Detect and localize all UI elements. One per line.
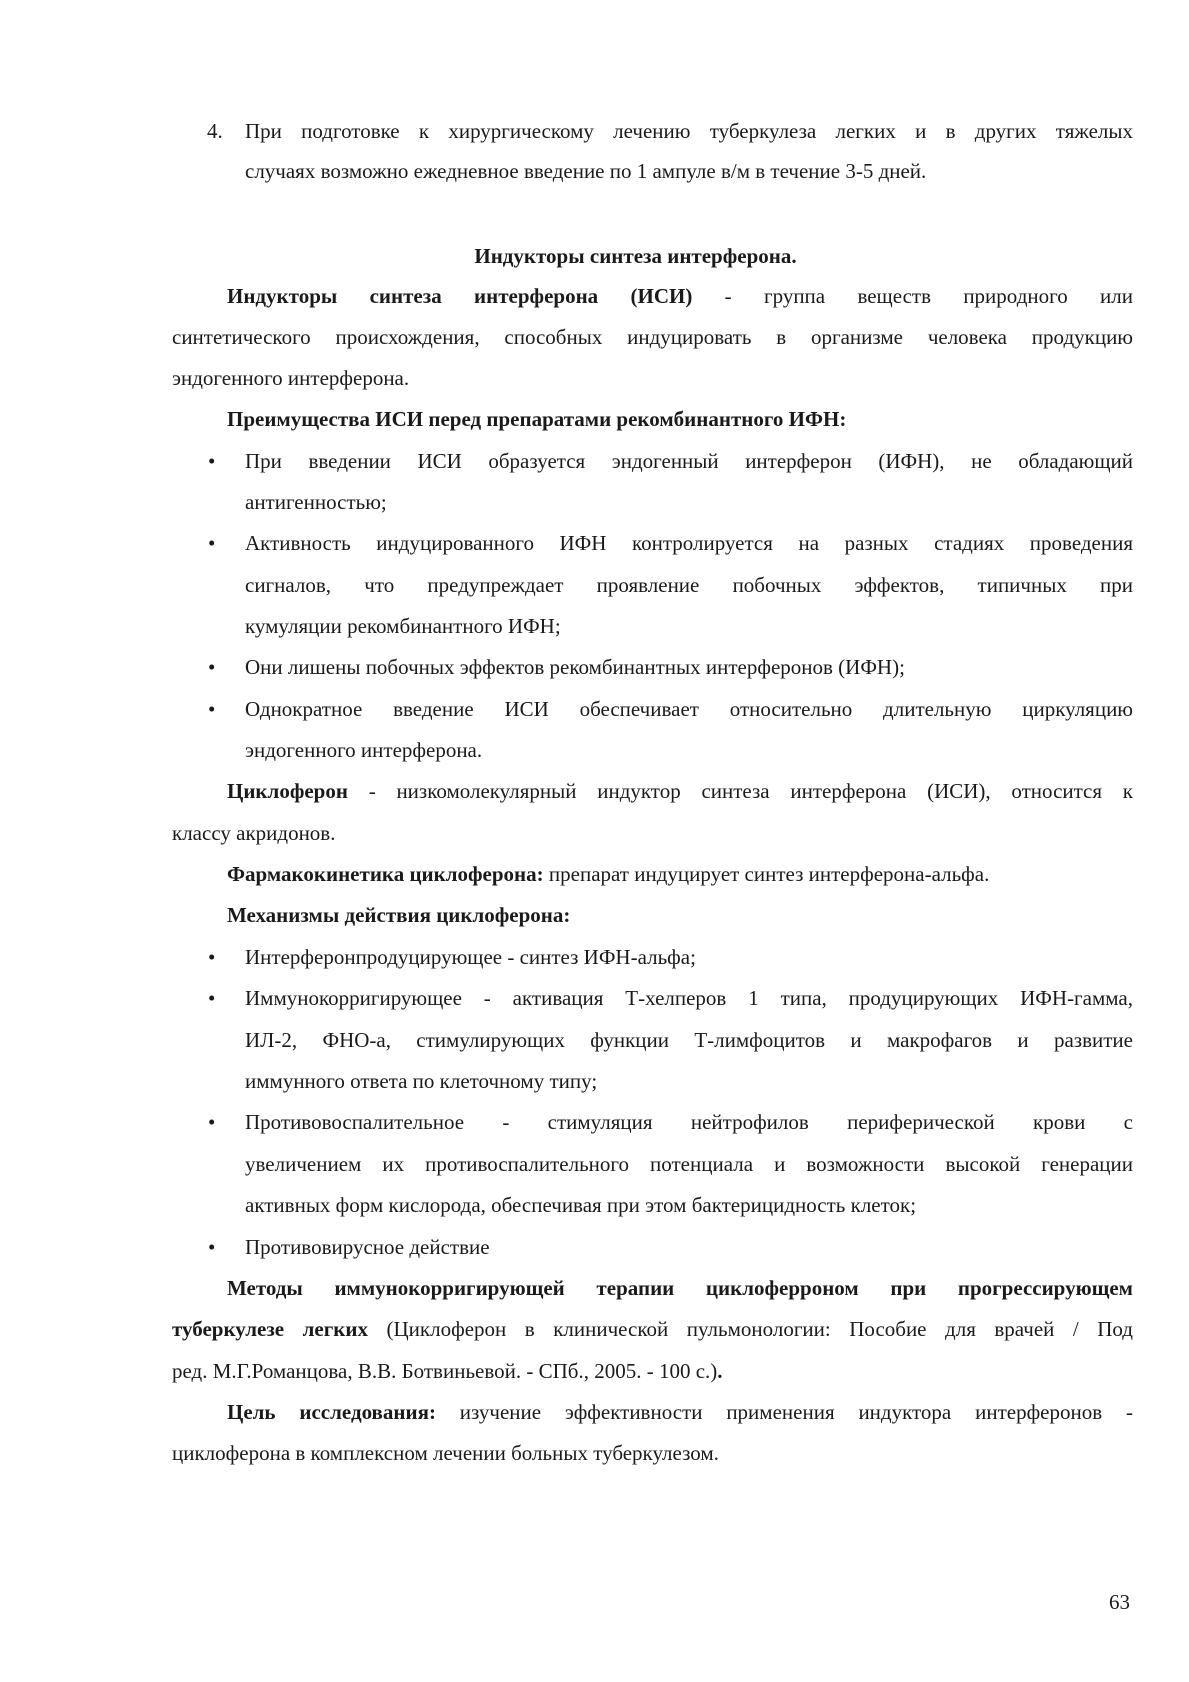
intro-line3: эндогенного интерферона.	[172, 366, 410, 390]
bullet: •	[208, 945, 216, 969]
mechanism-2-line3: иммунного ответа по клеточному типу;	[245, 1069, 598, 1093]
advantage-4-line1: Однократное введение ИСИ обеспечивает относительно длительную циркуляцию	[245, 697, 1133, 721]
methods-citation: ред. М.Г.Романцова, В.В. Ботвиньевой. - СПб., 2005. - 100 с.)	[172, 1359, 718, 1383]
bullet: •	[208, 697, 216, 721]
list-number: 4.	[207, 119, 223, 143]
advantage-3-line1: Они лишены побочных эффектов рекомбинантных интерферонов (ИФН);	[245, 655, 905, 679]
intro-line1-rest: - группа веществ природного или	[692, 284, 1133, 308]
item4-line2: случаях возможно ежедневное введение по 1 ампуле в/м в течение 3-5 дней.	[245, 159, 927, 183]
bullet: •	[208, 986, 216, 1010]
methods-line1: Методы иммунокорригирующей терапии циклоферроном при прогрессирующем	[227, 1276, 1133, 1300]
cycloferon-line1	[227, 781, 1133, 802]
pharmacokinetics-rest: препарат индуцирует синтез интерферона-альфа.	[543, 862, 990, 886]
cycloferon-term: Циклоферон	[227, 779, 348, 803]
mechanism-3-line3: активных форм кислорода, обеспечивая при этом бактерицидность клеток;	[245, 1193, 917, 1217]
goal-term: Цель исследования:	[227, 1400, 436, 1424]
mechanism-3-line2: увеличением их противоспалительного потенциала и возможности высокой генерации	[245, 1152, 1133, 1176]
goal-line1-rest: изучение эффективности применения индуктора интерферонов -	[435, 1400, 1133, 1424]
methods-line3	[172, 1361, 723, 1382]
advantage-2-line3: кумуляции рекомбинантного ИФН;	[245, 614, 561, 638]
advantages-heading: Преимущества ИСИ перед препаратами рекомбинантного ИФН:	[227, 407, 847, 431]
mechanism-2-line1: Иммунокорригирующее - активация Т-хелперов 1 типа, продуцирующих ИФН-гамма,	[245, 986, 1133, 1010]
cycloferon-line2: классу акридонов.	[172, 821, 336, 845]
intro-line1	[227, 286, 1133, 307]
methods-line2	[172, 1319, 1133, 1340]
advantage-2-line2: сигналов, что предупреждает проявление побочных эффектов, типичных при	[245, 573, 1133, 597]
mechanism-3-line1: Противовоспалительное - стимуляция нейтрофилов периферической крови с	[245, 1110, 1133, 1134]
pharmacokinetics-line	[227, 864, 989, 885]
bullet: •	[208, 531, 216, 555]
methods-period: .	[717, 1359, 723, 1383]
goal-line1	[227, 1402, 1133, 1423]
methods-term: туберкулезе легких	[172, 1317, 368, 1341]
bullet: •	[208, 655, 216, 679]
mechanism-4-line1: Противовирусное действие	[245, 1235, 490, 1259]
mechanisms-heading: Механизмы действия циклоферона:	[227, 903, 571, 927]
bullet: •	[208, 1110, 216, 1134]
intro-term: Индукторы синтеза интерферона (ИСИ)	[227, 284, 693, 308]
pharmacokinetics-term: Фармакокинетика циклоферона:	[227, 862, 544, 886]
bullet: •	[208, 449, 216, 473]
methods-line2-rest: (Циклоферон в клинической пульмонологии: Пособие для врачей / Под	[367, 1317, 1133, 1341]
advantage-4-line2: эндогенного интерферона.	[245, 738, 483, 762]
goal-line2: циклоферона в комплексном лечении больных туберкулезом.	[172, 1441, 719, 1465]
bullet: •	[208, 1235, 216, 1259]
cycloferon-line1-rest: - низкомолекулярный индуктор синтеза интерферона (ИСИ), относится к	[347, 779, 1133, 803]
advantage-1-line2: антигенностью;	[245, 490, 387, 514]
page-number: 63	[1109, 1590, 1130, 1614]
intro-line2: синтетического происхождения, способных индуцировать в организме человека продукцию	[172, 325, 1133, 349]
mechanism-1-line1: Интерферонпродуцирующее - синтез ИФН-альфа;	[245, 945, 696, 969]
advantage-2-line1: Активность индуцированного ИФН контролируется на разных стадиях проведения	[245, 531, 1133, 555]
mechanism-2-line2: ИЛ-2, ФНО-а, стимулирующих функции Т-лимфоцитов и макрофагов и развитие	[245, 1028, 1133, 1052]
section-title: Индукторы синтеза интерферона.	[474, 244, 797, 268]
advantage-1-line1: При введении ИСИ образуется эндогенный интерферон (ИФН), не обладающий	[245, 449, 1133, 473]
item4-line1: При подготовке к хирургическому лечению туберкулеза легких и в других тяжелых	[245, 119, 1133, 143]
